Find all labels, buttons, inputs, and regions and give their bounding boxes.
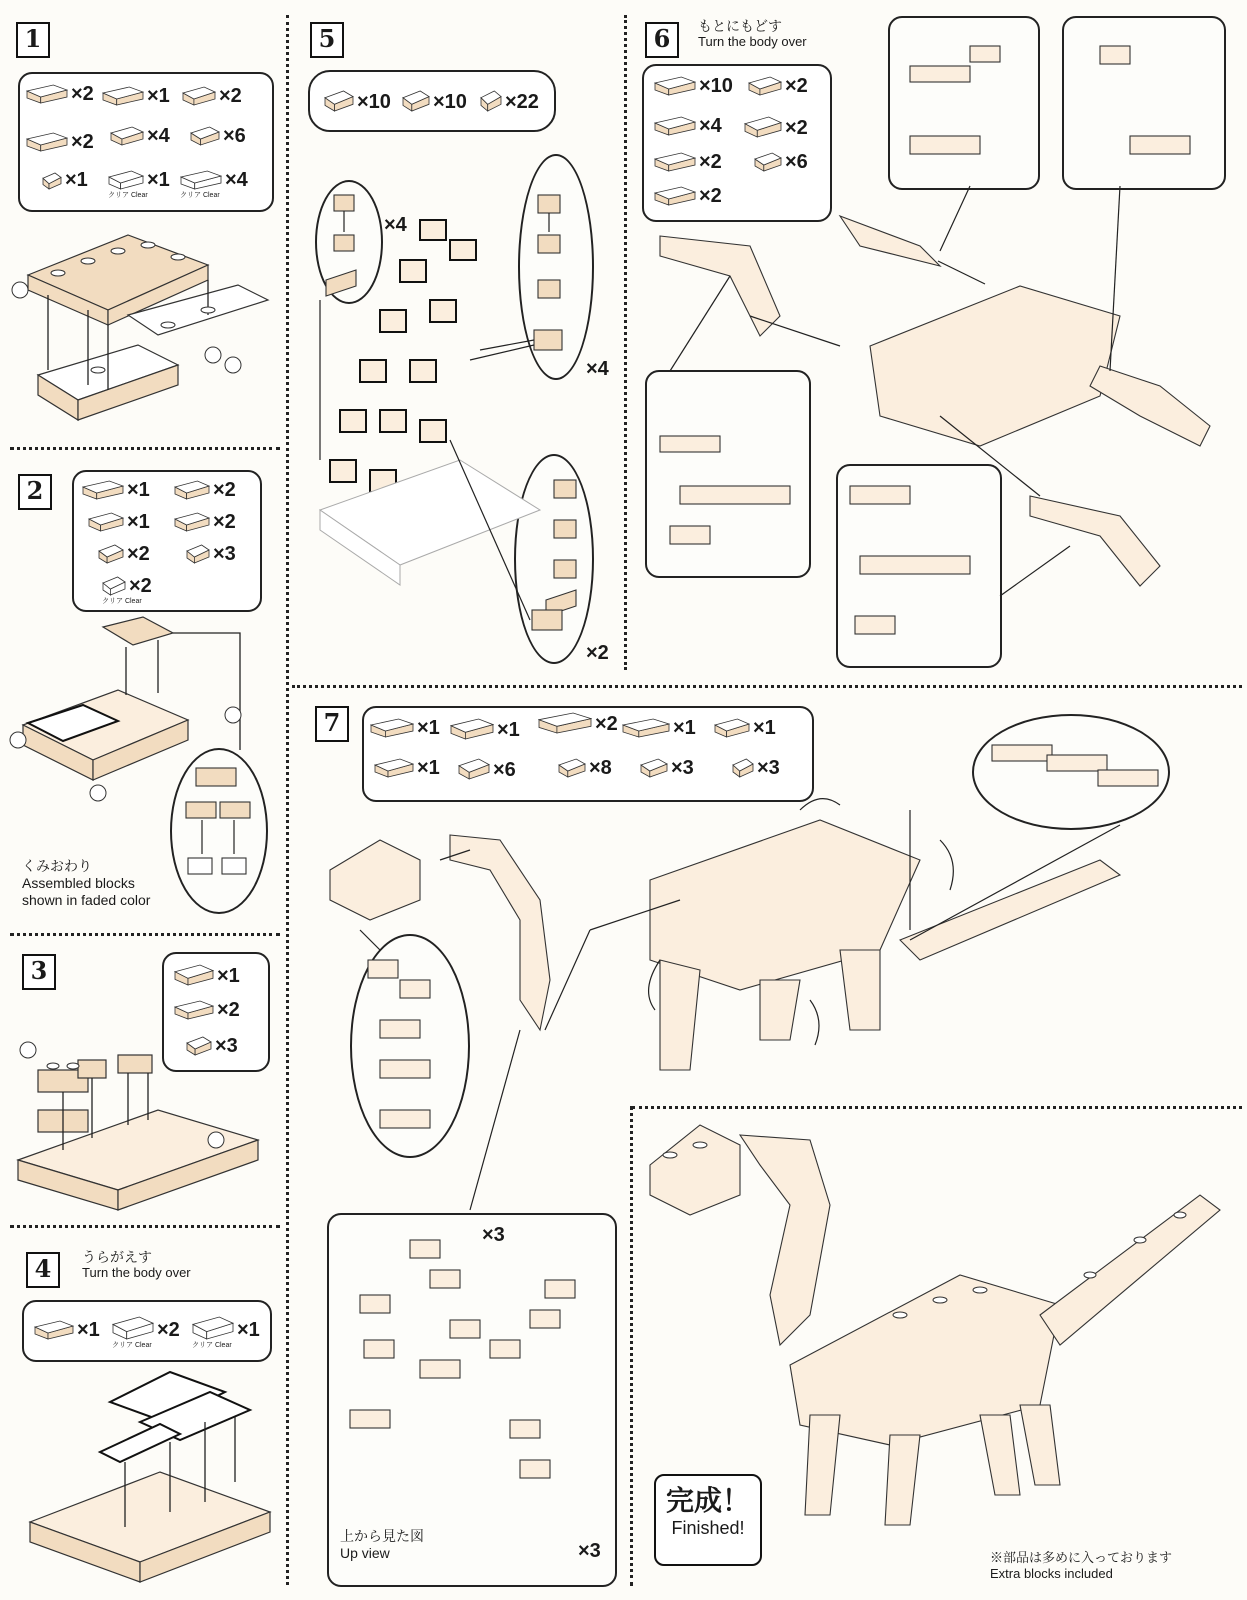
part-quantity: ×10 (699, 75, 733, 97)
step-5-assembly-illustration (300, 180, 600, 660)
brick-joint-icon (558, 758, 586, 778)
step-number: 4 (26, 1252, 60, 1288)
brick-glyph (108, 170, 144, 190)
brick-glyph (192, 1316, 234, 1340)
part-item (26, 84, 94, 104)
parts-list (72, 470, 262, 612)
part-item (112, 1316, 180, 1349)
part-quantity: ×1 (147, 85, 170, 107)
callout-multiplier: ×4 (586, 358, 609, 380)
part-quantity: ×6 (785, 151, 808, 173)
brick-glyph (324, 90, 354, 112)
brick-1x3-icon (82, 480, 124, 500)
part-quantity: ×2 (213, 479, 236, 501)
clear-brick-1x1-icon (102, 576, 142, 605)
title-jp: うらがえす (82, 1249, 152, 1265)
brick-1x2-icon (110, 126, 144, 146)
finished-jp: 完成！ (665, 1485, 750, 1516)
part-quantity: ×2 (127, 543, 150, 565)
part-quantity: ×1 (127, 511, 150, 533)
step-number: 3 (22, 954, 56, 990)
part-quantity: ×3 (213, 543, 236, 565)
part-quantity: ×3 (757, 757, 780, 779)
brick-1x3-icon (370, 718, 414, 738)
brick-1x2-icon (374, 758, 414, 778)
part-item (622, 718, 696, 738)
clear-brick-1x3-icon (192, 1316, 234, 1349)
brick-glyph (102, 86, 144, 106)
title-en: Turn the body over (82, 1265, 191, 1280)
finished-en: Finished! (671, 1518, 745, 1538)
clear-label: クリア Clear (102, 598, 142, 605)
brick-glyph (190, 126, 220, 146)
brick-1x4-icon (622, 718, 670, 738)
brick-glyph (640, 758, 668, 778)
note-en-line2: shown in faded color (22, 892, 151, 908)
brick-glyph (34, 1320, 74, 1340)
step-1-assembly-illustration (8, 215, 278, 440)
step-6-assembly-illustration (640, 16, 1240, 666)
brick-glyph (112, 1316, 154, 1340)
brick-glyph (26, 132, 68, 152)
brick-glyph (180, 170, 222, 190)
part-quantity: ×8 (589, 757, 612, 779)
brick-1x2-icon (88, 512, 124, 532)
part-item (458, 758, 516, 780)
part-quantity: ×2 (595, 713, 618, 735)
part-item (538, 712, 618, 734)
clear-label: クリア Clear (108, 192, 148, 199)
divider-step56-7 (292, 685, 1242, 688)
brick-corner-flat-icon (174, 512, 210, 532)
brick-1x6-icon (538, 712, 592, 734)
part-item (174, 512, 236, 532)
part-item (174, 964, 240, 986)
brick-1x1-icon (402, 90, 430, 112)
part-item (370, 718, 440, 738)
part-item (640, 758, 694, 778)
brick-1x1-icon (98, 544, 124, 564)
brick-glyph (714, 718, 750, 738)
part-quantity: ×6 (493, 759, 516, 781)
brick-glyph (186, 544, 210, 564)
part-item (98, 544, 150, 564)
part-quantity: ×1 (417, 757, 440, 779)
part-quantity: ×4 (147, 125, 170, 147)
step-number: 7 (315, 706, 349, 742)
part-item (324, 90, 391, 112)
brick-1x1-flat-icon (480, 90, 502, 112)
parts-list (18, 72, 274, 212)
brick-glyph (110, 126, 144, 146)
up-view-en: Up view (340, 1545, 390, 1561)
step-number: 2 (18, 474, 52, 510)
part-item (174, 480, 236, 500)
brick-1x1-icon (42, 172, 62, 190)
part-item (182, 86, 242, 106)
brick-glyph (182, 86, 216, 106)
brick-slope-icon (324, 90, 354, 112)
brick-glyph (82, 480, 124, 500)
part-quantity: ×1 (147, 169, 170, 191)
part-quantity: ×2 (699, 151, 722, 173)
part-item (558, 758, 612, 778)
step-4-title (82, 1249, 191, 1281)
part-quantity: ×2 (71, 83, 94, 105)
brick-glyph (370, 718, 414, 738)
parts-list (362, 706, 814, 802)
callout-bricks-illustration (178, 758, 258, 898)
part-item (480, 90, 539, 112)
divider-step3-4 (10, 1225, 280, 1228)
part-quantity: ×1 (497, 719, 520, 741)
brick-glyph (174, 964, 214, 986)
extra-note-jp: ※部品は多めに入っております (990, 1550, 1173, 1565)
part-item (82, 480, 150, 500)
column-divider-left (286, 15, 289, 1585)
parts-list (308, 70, 556, 132)
part-item (714, 718, 776, 738)
brick-glyph (450, 718, 494, 740)
part-quantity: ×2 (157, 1319, 180, 1341)
part-item (374, 758, 440, 778)
part-item (26, 132, 94, 152)
step-number: 6 (645, 22, 679, 58)
brick-glyph (174, 480, 210, 500)
part-quantity: ×2 (785, 117, 808, 139)
part-quantity: ×2 (219, 85, 242, 107)
note-en-line1: Assembled blocks (22, 875, 135, 891)
extra-note-en: Extra blocks included (990, 1566, 1113, 1581)
part-quantity: ×2 (699, 185, 722, 207)
part-item (402, 90, 467, 112)
brick-1x1-icon (640, 758, 668, 778)
brick-corner-icon (174, 480, 210, 500)
part-quantity: ×2 (785, 75, 808, 97)
step-number: 5 (310, 22, 344, 58)
part-quantity: ×22 (505, 91, 539, 113)
brick-1x1-flat-icon (186, 544, 210, 564)
part-quantity: ×10 (433, 91, 467, 113)
part-item (108, 169, 170, 199)
part-quantity: ×4 (225, 169, 248, 191)
clear-brick-corner-icon (112, 1316, 154, 1349)
brick-glyph (558, 758, 586, 778)
clear-brick-corner-icon (108, 170, 148, 199)
part-quantity: ×2 (217, 999, 240, 1021)
brick-hinge-icon (174, 964, 214, 986)
brick-glyph (732, 758, 754, 778)
part-item (42, 170, 88, 190)
part-quantity: ×2 (71, 131, 94, 153)
part-quantity: ×10 (357, 91, 391, 113)
part-item (88, 512, 150, 532)
part-quantity: ×3 (671, 757, 694, 779)
part-quantity: ×1 (127, 479, 150, 501)
brick-glyph (402, 90, 430, 112)
part-item (110, 126, 170, 146)
part-item (102, 86, 170, 106)
brick-hinge-small-icon (458, 758, 490, 780)
part-quantity: ×3 (215, 1035, 238, 1057)
brick-corner-icon (182, 86, 216, 106)
part-quantity: ×1 (237, 1319, 260, 1341)
part-item (186, 544, 236, 564)
brick-glyph (88, 512, 124, 532)
divider-step2-3 (10, 933, 280, 936)
step-3-assembly-illustration (8, 1010, 278, 1215)
part-quantity: ×1 (753, 717, 776, 739)
part-quantity: ×6 (223, 125, 246, 147)
part-quantity: ×1 (77, 1319, 100, 1341)
part-item (34, 1320, 100, 1340)
part-item (450, 718, 520, 740)
brick-glyph (174, 512, 210, 532)
brick-corner-icon (34, 1320, 74, 1340)
callout-multiplier: ×4 (384, 214, 407, 236)
extra-blocks-note (990, 1550, 1172, 1582)
part-quantity: ×1 (217, 965, 240, 987)
clear-label: クリア Clear (192, 1342, 232, 1349)
part-quantity: ×1 (673, 717, 696, 739)
clear-label: クリア Clear (180, 192, 220, 199)
step-number: 1 (16, 22, 50, 58)
brick-1x4-flat-icon (102, 86, 144, 106)
column-divider-right (624, 15, 627, 670)
assembled-blocks-note (22, 858, 150, 909)
clear-label: クリア Clear (112, 1342, 152, 1349)
part-quantity: ×2 (213, 511, 236, 533)
callout-multiplier: ×3 (482, 1224, 505, 1246)
clear-brick-1x3-icon (180, 170, 222, 199)
brick-glyph (102, 576, 126, 596)
part-item (190, 126, 246, 146)
brick-glyph (26, 84, 68, 104)
brick-hinge-icon (450, 718, 494, 740)
part-quantity: ×1 (417, 717, 440, 739)
part-quantity: ×1 (65, 169, 88, 191)
part-item (180, 169, 248, 199)
part-quantity: ×4 (699, 115, 722, 137)
title-en: Turn the body over (698, 34, 807, 49)
brick-1x1-flat-icon (732, 758, 754, 778)
up-view-jp: 上から見た図 (340, 1528, 424, 1544)
brick-corner-icon (714, 718, 750, 738)
callout-multiplier: ×2 (586, 642, 609, 664)
finished-badge (654, 1474, 762, 1566)
brick-1x4-icon (26, 84, 68, 104)
divider-step1-2 (10, 447, 280, 450)
parts-list (22, 1300, 272, 1362)
title-jp: もとにもどす (698, 18, 782, 34)
part-item (192, 1316, 260, 1349)
brick-glyph (98, 544, 124, 564)
part-quantity: ×2 (129, 575, 152, 597)
note-jp: くみおわり (22, 858, 92, 874)
callout-multiplier: ×3 (578, 1540, 601, 1562)
brick-glyph (480, 90, 502, 112)
finished-dinosaur-illustration (640, 1115, 1240, 1535)
part-item (102, 575, 152, 605)
step-4-assembly-illustration (20, 1362, 280, 1587)
brick-1x3-icon (26, 132, 68, 152)
brick-glyph (374, 758, 414, 778)
brick-glyph (622, 718, 670, 738)
part-item (732, 758, 780, 778)
brick-glyph (458, 758, 490, 780)
brick-glyph (42, 172, 62, 190)
brick-glyph (538, 712, 592, 734)
brick-1x2-flat-icon (190, 126, 220, 146)
